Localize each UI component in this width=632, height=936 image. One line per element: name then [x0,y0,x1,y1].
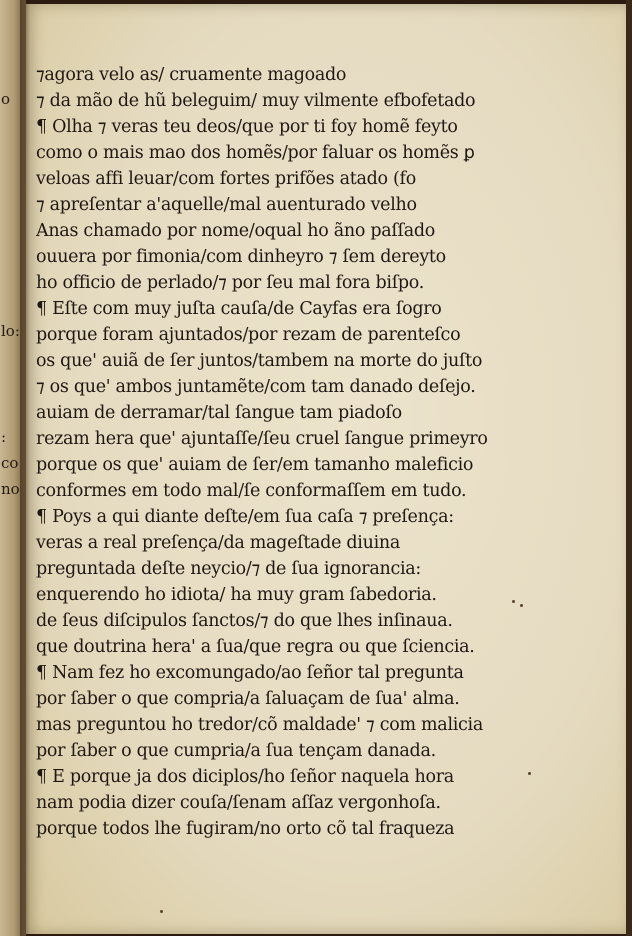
text-line: ouuera por fimonia/com dinheyro ⁊ ſem dereyto [36,247,446,267]
text-line: ¶ Poys a qui diante deſte/em ſua caſa ⁊ preſença: [36,507,454,527]
text-line: Anas chamado por nome/oqual ho ãno paſſado [36,221,435,241]
text-line: por ſaber o que compria/a ſaluaçam de ſua' alma. [36,689,460,709]
margin-fragment: lo: [1,322,20,340]
text-line: ⁊agora velo as/ cruamente magoado [36,65,347,85]
ink-speck [520,604,523,607]
text-line: conformes em todo mal/ſe conformaſſem em tudo. [36,481,467,501]
ink-speck [528,772,531,775]
text-line: os que' auiã de ſer juntos/tambem na morte do juſto [36,351,483,371]
ink-speck [160,910,163,913]
text-line: que doutrina hera' a ſua/que regra ou que ſciencia. [36,637,475,657]
blackletter-text-block [36,62,596,842]
text-line: rezam hera que' ajuntaſſe/ſeu cruel ſangue primeyro [36,429,488,449]
text-line: ⁊ apreſentar a'aquelle/mal auenturado velho [36,195,417,215]
text-line: ⁊ da mão de hũ beleguim/ muy vilmente efbofetado [36,91,476,111]
text-line: porque todos lhe fugiram/no orto cõ tal fraqueza [36,819,455,839]
text-line: nam podia dizer couſa/ſenam aſſaz vergonhoſa. [36,793,441,813]
text-line: auiam de derramar/tal ſangue tam piadoſo [36,403,402,423]
margin-fragment: co [1,454,19,472]
text-line: por ſaber o que cumpria/a ſua tençam danada. [36,741,436,761]
text-line: ⁊ os que' ambos juntamẽte/com tam danado deſejo. [36,377,476,397]
text-line: veloas affi leuar/com fortes prifões atado (fo [36,169,416,189]
gutter-shadow [20,0,30,936]
text-line: ¶ Nam fez ho excomungado/ao ſeñor tal pregunta [36,663,464,683]
margin-fragment: : [1,428,7,446]
margin-fragment: no [1,480,20,498]
text-line: preguntada deſte neycio/⁊ de ſua ignorancia: [36,559,421,579]
text-line: enquerendo ho idiota/ ha muy gram ſabedoria. [36,585,437,605]
text-line: porque foram ajuntados/por rezam de parenteſco [36,325,461,345]
margin-fragment: o [1,90,11,108]
text-line: ¶ E porque ja dos diciplos/ho ſeñor naquela hora [36,767,454,787]
ink-speck [512,600,515,603]
text-line: mas preguntou ho tredor/cõ maldade' ⁊ com malicia [36,715,483,735]
text-line: porque os que' auiam de ſer/em tamanho maleficio [36,455,474,475]
page-edge-strip [626,0,632,936]
text-line: ¶ Olha ⁊ veras teu deos/que por ti foy homẽ feyto [36,117,458,137]
text-line: veras a real preſença/da mageſtade diuina [36,533,400,553]
text-line: ¶ Eſte com muy juſta cauſa/de Cayfas era ſogro [36,299,442,319]
text-line: ho officio de perlado/⁊ por ſeu mal fora biſpo. [36,273,424,293]
text-line: de ſeus diſcipulos ſanctos/⁊ do que lhes inſinaua. [36,611,453,631]
text-line: como o mais mao dos homẽs/por faluar os homẽs ꝑ [36,143,475,163]
